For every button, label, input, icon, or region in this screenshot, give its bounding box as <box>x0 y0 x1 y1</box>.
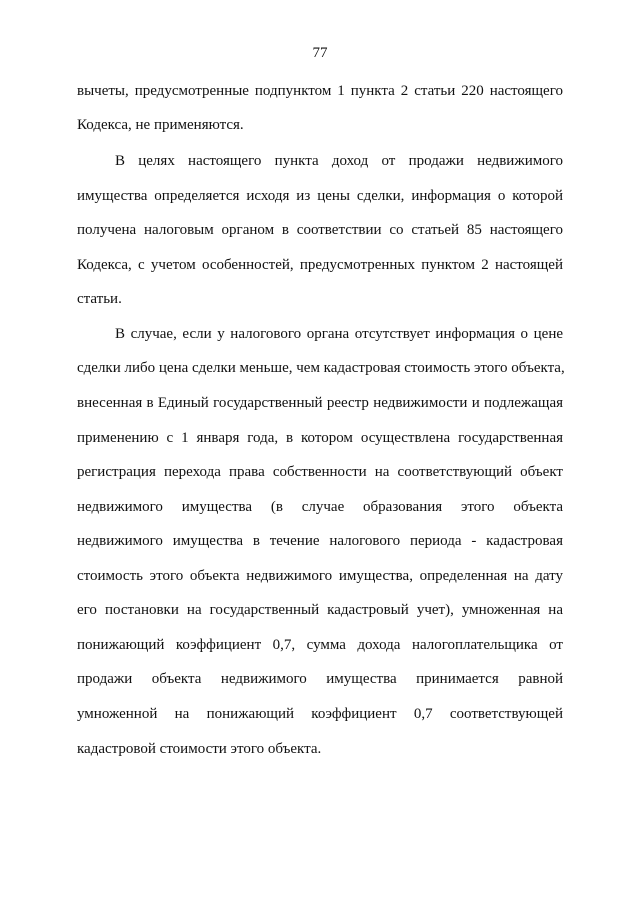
text-line: регистрация перехода права собственности на соответствующий объект <box>77 464 563 480</box>
text-line: продажи объекта недвижимого имущества принимается равной <box>77 671 563 687</box>
text-line: понижающий коэффициент 0,7, сумма дохода налогоплательщика от <box>77 637 563 653</box>
text-line: кадастровой стоимости этого объекта. <box>77 741 322 757</box>
text-line: Кодекса, с учетом особенностей, предусмотренных пунктом 2 настоящей <box>77 257 563 273</box>
text-line: внесенная в Единый государственный реестр недвижимости и подлежащая <box>77 395 563 411</box>
text-line: получена налоговым органом в соответствии со статьей 85 настоящего <box>77 222 563 238</box>
text-line: его постановки на государственный кадастровый учет), умноженная на <box>77 602 563 618</box>
text-line: недвижимого имущества (в случае образования этого объекта <box>77 499 563 515</box>
paragraph-first-line: В целях настоящего пункта доход от продажи недвижимого <box>115 153 563 169</box>
text-line: применению с 1 января года, в котором осуществлена государственная <box>77 430 563 446</box>
text-line: имущества определяется исходя из цены сделки, информация о которой <box>77 188 563 204</box>
text-line: стоимость этого объекта недвижимого имущества, определенная на дату <box>77 568 563 584</box>
text-line: вычеты, предусмотренные подпунктом 1 пункта 2 статьи 220 настоящего <box>77 83 563 99</box>
paragraph-first-line: В случае, если у налогового органа отсутствует информация о цене <box>115 326 563 342</box>
text-line: Кодекса, не применяются. <box>77 117 244 133</box>
text-line: сделки либо цена сделки меньше, чем кадастровая стоимость этого объекта, <box>77 360 565 376</box>
text-line: недвижимого имущества в течение налогового периода - кадастровая <box>77 533 563 549</box>
text-line: статьи. <box>77 291 122 307</box>
page-number: 77 <box>312 45 328 61</box>
text-line: умноженной на понижающий коэффициент 0,7 соответствующей <box>77 706 563 722</box>
